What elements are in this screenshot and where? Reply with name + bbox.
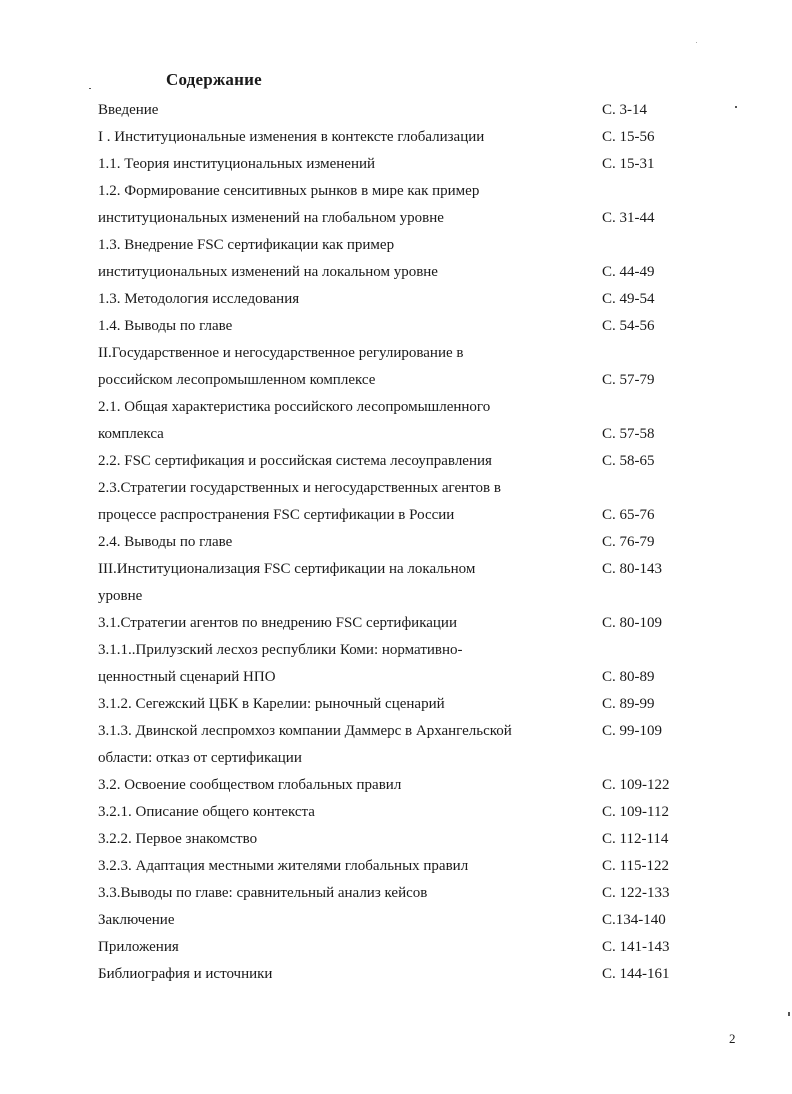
toc-entry-title: области: отказ от сертификации [98,750,302,766]
scan-speck [735,106,737,108]
toc-entry [98,178,698,205]
toc-entry-pages: С. 54-56 [602,318,655,334]
toc-entry-title: 1.2. Формирование сенситивных рынков в мире как пример [98,183,480,199]
toc-entry-title: ценностный сценарий НПО [98,669,276,685]
toc-entry-title: российском лесопромышленном комплексе [98,372,376,388]
scan-speck [788,1012,790,1016]
toc-entry [98,772,698,799]
toc-entry-pages: С. 144-161 [602,966,670,982]
toc-entry [98,97,698,124]
toc-entry-pages: С. 44-49 [602,264,655,280]
toc-entry [98,637,698,664]
toc-entry-title: 3.2.3. Адаптация местными жителями глобальных правил [98,858,469,874]
toc-entry-pages: С. 122-133 [602,885,670,901]
toc-entry [98,151,698,178]
toc-entry-title: Введение [98,102,159,118]
toc-entry [98,367,698,394]
toc-entry-pages: С. 141-143 [602,939,670,955]
toc-entry-title: 3.1.2. Сегежский ЦБК в Карелии: рыночный сценарий [98,696,445,712]
toc-entry [98,475,698,502]
toc-entry-pages: С. 76-79 [602,534,655,550]
toc-entry-pages: С. 49-54 [602,291,655,307]
toc-entry [98,799,698,826]
toc-entry-title: 3.2.1. Описание общего контекста [98,804,315,820]
toc-entry-title: Библиография и источники [98,966,273,982]
toc-entry [98,232,698,259]
toc-entry [98,853,698,880]
toc-entry-pages: С. 15-31 [602,156,655,172]
toc-entry [98,934,698,961]
toc-entry-title: институциональных изменений на локальном уровне [98,264,438,280]
toc-entry-title: 1.1. Теория институциональных изменений [98,156,376,172]
page-number: 2 [729,1031,736,1046]
toc-entry [98,691,698,718]
toc-entry-pages: С. 15-56 [602,129,655,145]
toc-entry-title: 2.2. FSC сертификация и российская система лесоуправления [98,453,492,469]
toc-entry-pages: С. 112-114 [602,831,669,847]
page-title: Содержание [166,70,262,89]
toc-entry-title: процессе распространения FSC сертификации в России [98,507,455,523]
toc-entry-title: 3.1.3. Двинской леспромхоз компании Даммерс в Архангельской [98,723,512,739]
toc-entry-pages: С. 31-44 [602,210,655,226]
toc-entry-title: комплекса [98,426,164,442]
toc-entry-title: 1.3. Внедрение FSC сертификации как пример [98,237,395,253]
toc-entry-pages: С. 99-109 [602,723,662,739]
toc-entry [98,448,698,475]
toc-entry-title: 3.3.Выводы по главе: сравнительный анализ кейсов [98,885,428,901]
toc-entry [98,313,698,340]
toc-entry-title: 2.4. Выводы по главе [98,534,233,550]
toc-entry [98,205,698,232]
toc-entry-pages: С. 80-89 [602,669,655,685]
scan-speck [89,88,91,89]
toc-entry-title: уровне [98,588,143,604]
toc-entry-pages: С. 115-122 [602,858,669,874]
toc-entry [98,556,698,583]
toc-entry-title: 3.1.1..Прилузский лесхоз республики Коми: нормативно- [98,642,463,658]
toc-entry [98,583,698,610]
toc-entry-pages: С. 80-143 [602,561,662,577]
toc-entry [98,421,698,448]
toc-entry [98,610,698,637]
toc-entry-pages: С. 109-122 [602,777,670,793]
toc-entry-title: 3.2.2. Первое знакомство [98,831,258,847]
toc-entry-pages: С. 57-58 [602,426,655,442]
toc-entry-pages: С. 89-99 [602,696,655,712]
toc-entry-title: 3.2. Освоение сообществом глобальных правил [98,777,402,793]
toc-entry-title: Заключение [98,912,175,928]
toc-entry [98,880,698,907]
toc-entry [98,259,698,286]
toc-entry [98,961,698,988]
toc-entry-pages: С. 3-14 [602,102,647,118]
toc-entry [98,907,698,934]
scan-speck [696,42,697,43]
toc-entry-title: II.Государственное и негосударственное регулирование в [98,345,464,361]
toc-entry [98,340,698,367]
toc-entry-pages: С. 57-79 [602,372,655,388]
toc-entry-title: 1.4. Выводы по главе [98,318,233,334]
toc-entry-title: I . Институциональные изменения в контексте глобализации [98,129,485,145]
toc-entry [98,286,698,313]
toc-entry-title: институциональных изменений на глобальном уровне [98,210,444,226]
toc-entry [98,529,698,556]
toc-entry [98,394,698,421]
toc-entry-pages: С.134-140 [602,912,666,928]
toc-entry-title: 3.1.Стратегии агентов по внедрению FSC сертификации [98,615,457,631]
toc-entry [98,664,698,691]
toc-entry-pages: С. 58-65 [602,453,655,469]
toc-entry-title: 2.1. Общая характеристика российского лесопромышленного [98,399,491,415]
toc-entry-title: 2.3.Стратегии государственных и негосударственных агентов в [98,480,501,496]
toc-entry-title: Приложения [98,939,179,955]
toc-entry-pages: С. 65-76 [602,507,655,523]
toc-entry-pages: С. 109-112 [602,804,669,820]
toc-entry [98,124,698,151]
toc-entry-pages: С. 80-109 [602,615,662,631]
toc-entry [98,826,698,853]
table-of-contents [98,97,698,988]
toc-entry [98,502,698,529]
toc-entry-title: III.Институционализация FSC сертификации на локальном [98,561,476,577]
toc-entry [98,745,698,772]
toc-entry-title: 1.3. Методология исследования [98,291,300,307]
toc-entry [98,718,698,745]
